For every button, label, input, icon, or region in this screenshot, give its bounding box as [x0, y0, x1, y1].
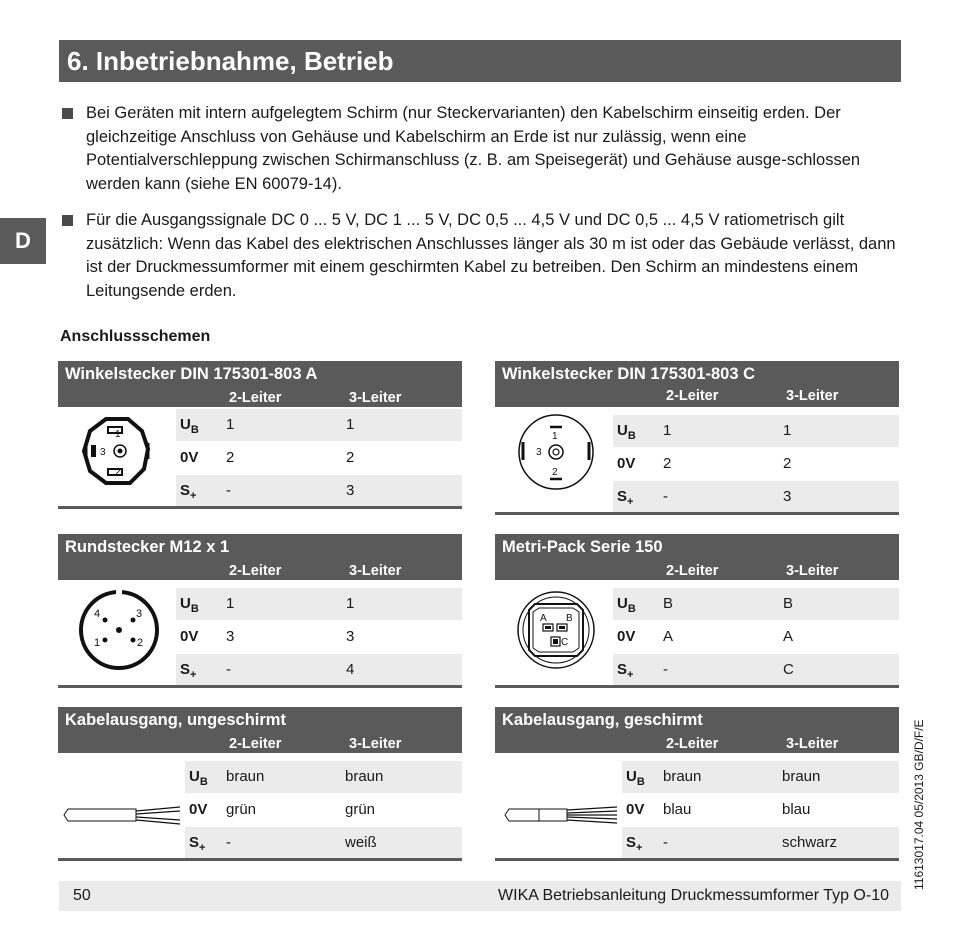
pin-label-2: 2: [552, 467, 558, 478]
page-number: 50: [73, 887, 91, 904]
value-2-leiter: -: [226, 661, 231, 678]
pin-label-c: C: [561, 637, 569, 648]
row-0v: [613, 621, 899, 653]
row-s-plus: [176, 475, 462, 507]
symbol-0v: 0V: [180, 628, 199, 645]
row-s-plus: [185, 827, 462, 859]
symbol-ub: $U_B$: [180, 416, 199, 436]
value-2-leiter: A: [663, 628, 674, 645]
cable-box-unshielded: [58, 707, 462, 853]
value-3-leiter: 1: [346, 416, 355, 433]
din-c-connector-icon: [495, 407, 613, 507]
box-header: [495, 534, 899, 580]
value-2-leiter: blau: [663, 801, 692, 818]
value-3-leiter: 2: [783, 455, 792, 472]
box-title: Winkelstecker DIN 175301-803 C: [502, 365, 755, 383]
symbol-s-plus: $S_+$: [189, 834, 206, 854]
row-0v: [613, 448, 899, 480]
bullet-square-icon: [62, 215, 73, 226]
value-2-leiter: -: [226, 482, 231, 499]
bullet-text: Für die Ausgangssignale DC 0 ... 5 V, DC 1 ... 5 V, DC 0,5 ... 4,5 V und DC 0,5 ... 4,5 V ratiometrisch gilt zusätzlich: Wenn das Kabel des elektrischen Anschlusses länger als 30 m ist oder das Gebäude verlässt, dann ist der Druckmessumformer mit einem geschirmten Kabel zu betreiben. Den Schirm an mindestens einem Leitungsende erden.: [86, 211, 896, 300]
pin-label-4: 4: [94, 608, 101, 620]
value-3-leiter: B: [783, 595, 794, 612]
col-3-leiter: 3-Leiter: [786, 388, 839, 404]
row-0v: [176, 621, 462, 653]
symbol-0v: 0V: [626, 801, 645, 818]
connector-box-metri-pack: [495, 534, 899, 680]
symbol-ub: $U_B$: [617, 595, 636, 615]
value-3-leiter: weiß: [345, 834, 377, 851]
col-3-leiter: 3-Leiter: [786, 736, 839, 752]
box-title: Metri-Pack Serie 150: [502, 538, 663, 556]
row-ub: [613, 415, 899, 447]
box-title: Rundstecker M12 x 1: [65, 538, 230, 556]
col-3-leiter: 3-Leiter: [349, 563, 402, 579]
row-ub: [613, 588, 899, 620]
section-heading: Anschlussschemen: [60, 328, 211, 345]
pin-label-1: 1: [94, 637, 101, 649]
pin-label-3: 3: [100, 447, 106, 458]
unshielded-cable-icon: [58, 753, 188, 853]
page-footer: [59, 881, 901, 911]
box-header: [58, 534, 462, 580]
bullet-square-icon: [62, 108, 73, 119]
value-3-leiter: 1: [346, 595, 355, 612]
col-3-leiter: 3-Leiter: [786, 563, 839, 579]
box-body: [58, 753, 462, 853]
shielded-cable-icon: [495, 753, 625, 853]
symbol-s-plus: $S_+$: [626, 834, 643, 854]
box-title: Winkelstecker DIN 175301-803 A: [65, 365, 318, 383]
row-s-plus: [613, 481, 899, 513]
value-2-leiter: braun: [663, 768, 702, 785]
value-3-leiter: 3: [346, 628, 355, 645]
value-3-leiter: 2: [346, 449, 355, 466]
value-3-leiter: blau: [782, 801, 811, 818]
symbol-0v: 0V: [617, 455, 636, 472]
metri-pack-connector-icon: [495, 580, 613, 680]
value-3-leiter: 1: [783, 422, 792, 439]
value-2-leiter: -: [663, 488, 668, 505]
language-tab: D: [0, 218, 46, 264]
pin-label-a: A: [540, 613, 547, 624]
box-header: [495, 361, 899, 407]
pin-label-1: 1: [115, 429, 121, 440]
value-3-leiter: 4: [346, 661, 355, 678]
symbol-ub: $U_B$: [189, 768, 208, 788]
m12-connector-icon: [58, 580, 176, 680]
col-2-leiter: 2-Leiter: [666, 736, 719, 752]
value-3-leiter: grün: [345, 801, 376, 818]
box-body: [495, 753, 899, 853]
symbol-s-plus: $S_+$: [180, 661, 197, 681]
value-2-leiter: 1: [226, 416, 235, 433]
din-a-connector-icon: [58, 407, 176, 507]
pin-label-b: B: [566, 613, 573, 624]
value-3-leiter: schwarz: [782, 834, 838, 851]
col-2-leiter: 2-Leiter: [666, 388, 719, 404]
value-2-leiter: 1: [663, 422, 672, 439]
pin-label-3: 3: [136, 608, 143, 620]
row-s-plus: [622, 827, 899, 859]
page-title: 6. Inbetriebnahme, Betrieb: [59, 40, 901, 82]
pin-label-2: 2: [137, 637, 144, 649]
box-body: [495, 407, 899, 507]
document-code: 11613017.04 05/2013 GB/D/F/E: [912, 719, 926, 890]
symbol-ub: $U_B$: [626, 768, 645, 788]
symbol-s-plus: $S_+$: [617, 661, 634, 681]
col-2-leiter: 2-Leiter: [666, 563, 719, 579]
row-0v: [622, 794, 899, 826]
symbol-0v: 0V: [189, 801, 208, 818]
box-header: [58, 707, 462, 753]
col-2-leiter: 2-Leiter: [229, 563, 282, 579]
pin-label-2: 2: [115, 467, 121, 478]
value-3-leiter: 3: [346, 482, 355, 499]
connector-box-m12: [58, 534, 462, 680]
pin-label-1: 1: [552, 431, 558, 442]
value-2-leiter: 3: [226, 628, 235, 645]
box-title: Kabelausgang, ungeschirmt: [65, 711, 286, 729]
row-ub: [176, 409, 462, 441]
row-s-plus: [613, 654, 899, 686]
value-2-leiter: 1: [226, 595, 235, 612]
bullet-shield: [62, 102, 902, 196]
value-2-leiter: grün: [226, 801, 257, 818]
bullet-text: Bei Geräten mit intern aufgelegtem Schirm (nur Steckervarianten) den Kabelschirm einseitig erden. Der gleichzeitige Anschluss von Gehäuse und Kabelschirm an Erde ist nur zulässig, wenn eine Potentialverschleppung zwischen Schirmanschluss (z. B. am Speisegerät) und Gehäuse ausge-schlossen werden kann (siehe EN 60079-14).: [86, 104, 861, 193]
value-2-leiter: -: [663, 661, 668, 678]
col-3-leiter: 3-Leiter: [349, 736, 402, 752]
box-body: [495, 580, 899, 680]
bullet-output: [62, 209, 902, 303]
pin-label-3: 3: [536, 447, 542, 458]
col-3-leiter: 3-Leiter: [349, 390, 402, 406]
value-2-leiter: 2: [226, 449, 235, 466]
value-2-leiter: braun: [226, 768, 265, 785]
symbol-s-plus: $S_+$: [617, 488, 634, 508]
value-2-leiter: 2: [663, 455, 672, 472]
value-3-leiter: braun: [345, 768, 384, 785]
row-ub: [185, 761, 462, 793]
box-title: Kabelausgang, geschirmt: [502, 711, 703, 729]
symbol-0v: 0V: [180, 449, 199, 466]
row-ub: [622, 761, 899, 793]
symbol-0v: 0V: [617, 628, 636, 645]
col-2-leiter: 2-Leiter: [229, 390, 282, 406]
row-0v: [185, 794, 462, 826]
value-2-leiter: -: [663, 834, 668, 851]
col-2-leiter: 2-Leiter: [229, 736, 282, 752]
value-3-leiter: A: [783, 628, 794, 645]
footer-text: WIKA Betriebsanleitung Druckmessumformer Typ O-10: [498, 887, 889, 904]
connector-box-din-c: [495, 361, 899, 507]
symbol-ub: $U_B$: [180, 595, 199, 615]
symbol-s-plus: $S_+$: [180, 482, 197, 502]
box-header: [495, 707, 899, 753]
value-3-leiter: braun: [782, 768, 821, 785]
row-ub: [176, 588, 462, 620]
connector-box-din-a: [58, 361, 462, 507]
row-s-plus: [176, 654, 462, 686]
value-3-leiter: C: [783, 661, 794, 678]
symbol-ub: $U_B$: [617, 422, 636, 442]
value-2-leiter: -: [226, 834, 231, 851]
cable-box-shielded: [495, 707, 899, 853]
box-header: [58, 361, 462, 407]
box-body: [58, 407, 462, 507]
row-0v: [176, 442, 462, 474]
box-body: [58, 580, 462, 680]
value-2-leiter: B: [663, 595, 674, 612]
value-3-leiter: 3: [783, 488, 792, 505]
